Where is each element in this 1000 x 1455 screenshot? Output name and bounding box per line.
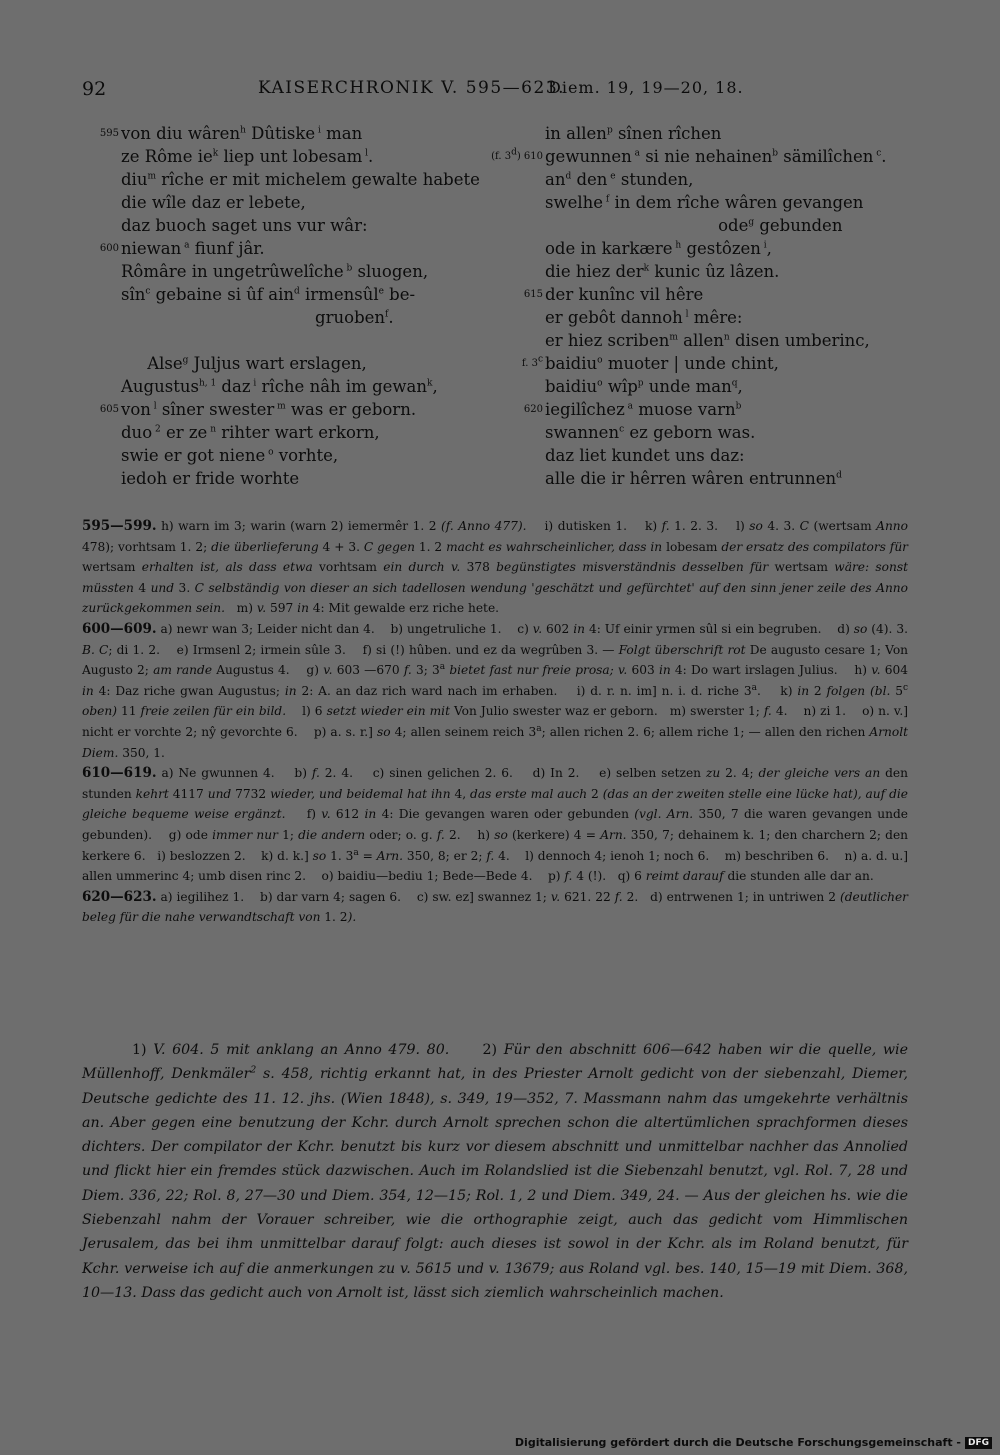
right-verse-line: baidiu$^o$ muoter | unde chint, xyxy=(545,354,779,373)
footnotes xyxy=(82,1038,908,1305)
right-verse-line: swannen$^c$ ez geborn was. xyxy=(545,423,756,442)
left-verse-line: sîn$^c$ gebaine si ûf ain$^d$ irmensûl$^e$ be- xyxy=(121,285,416,304)
apparatus-entry: 610—619. a) Ne gwunnen 4. b) f. 2. 4. c) sinen gelichen 2. 6. d) In 2. e) selben setzen zu 2. 4; der gleiche vers an den stunden kehrt 4117 und 7732 wieder, und beidemal hat ihn 4, das erste mal auch 2 (das an der zweiten stelle eine lücke hat), auf die gleiche bequeme weise ergänzt. f) v. 612 in 4: Die gevangen waren oder gebunden (vgl. Arn. 350, 7 die waren gevangen unde gebunden). g) ode immer nur 1; die andern oder; o. g. f. 2. h) so (kerkere) 4 = Arn. 350, 7; dehainem k. 1; den charchern 2; den kerkere 6. i) beslozzen 2. k) d. k.] so 1. $3^a$ = Arn. 350, 8; er 2; f. 4. l) dennoch 4; ienoh 1; noch 6. m) beschriben 6. n) a. d. u.] allen ummerinc 4; umb disen rinc 2. o) baidiu—bediu 1; Bede—Bede 4. p) f. 4 (!). q) 6 reimt darauf die stunden alle dar an. xyxy=(82,765,909,884)
right-verse-line: gewunnen $^a$ si nie nehainen$^b$ sämilîchen $^c$. xyxy=(545,147,887,166)
left-verse-line: duo $^2$ er ze $^n$ rihter wart erkorn, xyxy=(121,423,380,442)
left-verse-line: Augustus$^{h, 1}$ daz $^i$ rîche nâh im gewan$^k$, xyxy=(121,377,438,396)
footer-text: Digitalisierung gefördert durch die Deutsche Forschungsgemeinschaft - xyxy=(514,1436,961,1449)
right-verse-line: ode in karkære $^h$ gestôzen $^i$, xyxy=(545,239,772,258)
apparatus-entry: 600—609. a) newr wan 3; Leider nicht dan 4. b) ungetruliche 1. c) v. 602 in 4: Uf einir yrmen sûl si ein begruben. d) so (4). 3. B. C; di 1. 2. e) Irmsenl 2; irmein sûle 3. f) si (!) hûben. und ez da wegrûben 3. — Folgt überschrift rot De augusto cesare 1; Von Augusto 2; am rande Augustus 4. g) v. 603 —670 f. 3; 3$^a$ bietet fast nur freie prosa; v. 603 in 4: Do wart irslagen Julius. h) v. 604 in 4: Daz riche gwan Augustus; in 2: A. an daz rich ward nach im erhaben. i) d. r. n. im] n. i. d. riche 3$^a$. k) in 2 folgen (bl. 5$^c$ oben) 11 freie zeilen für ein bild. l) 6 setzt wieder ein mit Von Julio swester waz er geborn. m) swerster 1; f. 4. n) zi 1. o) n. v.] nicht er vorchte 2; nŷ gevorchte 6. p) a. s. r.] so 4; allen seinem reich 3$^a$; allen richen 2. 6; allem riche 1; — allen den richen Arnolt Diem. 350, 1. xyxy=(82,620,909,760)
left-verse-line: die wîle daz er lebete, xyxy=(121,193,306,212)
apparatus-entry: 620—623. a) iegilihez 1. b) dar varn 4; sagen 6. c) sw. ez] swannez 1; v. 621. 22 f. 2. d) entrwenen 1; in untriwen 2 (deutlicher beleg für die nahe verwandtschaft von 1. 2). xyxy=(82,888,908,925)
left-line-number: 595 xyxy=(99,128,119,139)
right-verse-line: alle die ir hêrren wâren entrunnen$^d$ xyxy=(545,469,842,488)
left-line-number: 605 xyxy=(99,404,119,415)
left-line-number: 600 xyxy=(99,243,119,254)
right-verse-line: der kunînc vil hêre xyxy=(545,285,704,304)
left-verse-line: von $^l$ sîner swester $^m$ was er geborn. xyxy=(121,400,417,419)
right-verse-line: iegilîchez $^a$ muose varn$^b$ xyxy=(545,400,742,419)
apparatus-entry: 595—599. h) warn im 3; warin (warn 2) iemermêr 1. 2 (f. Anno 477). i) dutisken 1. k) f. 1. 2. 3. l) so 4. 3. C (wertsam Anno 478); vorhtsam 1. 2; die überlieferung 4 + 3. C gegen 1. 2 macht es wahrscheinlicher, dass in lobesam der ersatz des compilators für wertsam erhalten ist, als dass etwa vorhtsam ein durch v. 378 begünstigtes misverständnis desselben für wertsam wäre: sonst müssten 4 und 3. C selbständig von dieser an sich tadellosen wendung 'geschätzt und gefürchtet' auf den sinn jener zeile des Anno zurückgekommen sein. m) v. 597 in 4: Mit gewalde erz riche hete. xyxy=(82,518,909,616)
page-number: 92 xyxy=(82,78,107,100)
right-verse-line: er hiez scriben$^m$ allen$^n$ disen umberinc, xyxy=(545,331,870,350)
right-line-number: 615 xyxy=(523,289,543,300)
left-verse-line: diu$^m$ rîche er mit michelem gewalte habete xyxy=(121,170,480,189)
left-verse-line: gruoben$^f$. xyxy=(121,308,394,327)
running-reference: Diem. 19, 19—20, 18. xyxy=(548,78,744,97)
right-verse-line: daz liet kundet uns daz: xyxy=(545,446,745,465)
left-verse-line: swie er got niene $^o$ vorhte, xyxy=(121,446,339,465)
right-verse-line: $an^d$ den $^e$ stunden, xyxy=(545,170,694,189)
right-verse-line: ode$^g$ gebunden xyxy=(545,216,843,235)
left-verse-line: ze Rôme $ie^k$ liep unt lobesam $^l$. xyxy=(121,147,374,166)
footer-credit xyxy=(515,1436,992,1449)
right-verse-line: baidiu$^o$ wîp$^p$ unde man$^q$, xyxy=(545,377,743,396)
left-verse-line: niewan $^a$ fiunf jâr. xyxy=(121,239,265,258)
left-verse-line: Alse$^g$ Juljus wart erslagen, xyxy=(121,354,367,373)
right-line-number: (f. 3$^d$) 610 xyxy=(491,147,543,162)
right-line-number: f. 3$^c$ xyxy=(521,354,543,369)
right-line-number: 620 xyxy=(523,404,543,415)
right-verse-line: die hiez der$^k$ kunic ûz lâzen. xyxy=(545,262,780,281)
left-verse-line: von diu wâren$^h$ Dûtiske $^i$ man xyxy=(121,124,363,143)
left-verse-line: iedoh er fride worhte xyxy=(121,469,300,488)
left-verse-line: Rômâre in ungetrûwelîche $^b$ sluogen, xyxy=(121,262,429,281)
right-verse-line: in allen$^p$ sînen rîchen xyxy=(545,124,722,143)
right-verse-line: swelhe $^f$ in dem rîche wâren gevangen xyxy=(545,193,864,212)
critical-apparatus xyxy=(82,516,908,928)
footnote-paragraph: 1) V. 604. 5 mit anklang an Anno 479. 80. 2) Für den abschnitt 606—642 haben wir die quelle, wie Müllenhoff, Denkmäler$^2$ s. 458, richtig erkannt hat, in des Priester Arnolt gedicht von der siebenzahl, Diemer, Deutsche gedichte des 11. 12. jhs. (Wien 1848), s. 349, 19—352, 7. Massmann nahm das umgekehrte verhältnis an. Aber gegen eine benutzung der Kchr. durch Arnolt sprechen schon die altertümlichen sprachformen dieses dichters. Der compilator der Kchr. benutzt bis kurz vor diesem abschnitt und unmittelbar nachher das Annolied und flickt hier ein fremdes stück dazwischen. Auch im Rolandslied ist die Siebenzahl benutzt, vgl. Rol. 7, 28 und Diem. 336, 22; Rol. 8, 27—30 und Diem. 354, 12—15; Rol. 1, 2 und Diem. 349, 24. — Aus der gleichen hs. wie die Siebenzahl nahm der Vorauer schreiber, wie die orthographie zeigt, auch das gedicht vom Himmlischen Jerusalem, das bei ihm unmittelbar darauf folgt: auch dieses ist sowol in der Kchr. als im Roland benutzt, für Kchr. verweise ich auf die anmerkungen zu v. 5615 und v. 13679; aus Roland vgl. bes. 140, 15—19 mit Diem. 368, 10—13. Dass das gedicht auch von Arnolt ist, lässt sich ziemlich wahrscheinlich machen. xyxy=(82,1042,909,1301)
right-verse-line: er gebôt dannoh $^l$ mêre: xyxy=(545,308,743,327)
left-verse-line: daz buoch saget uns vur wâr: xyxy=(121,216,368,235)
dfg-logo: DFG xyxy=(965,1437,992,1449)
running-title: KAISERCHRONIK V. 595—623. xyxy=(258,78,566,98)
